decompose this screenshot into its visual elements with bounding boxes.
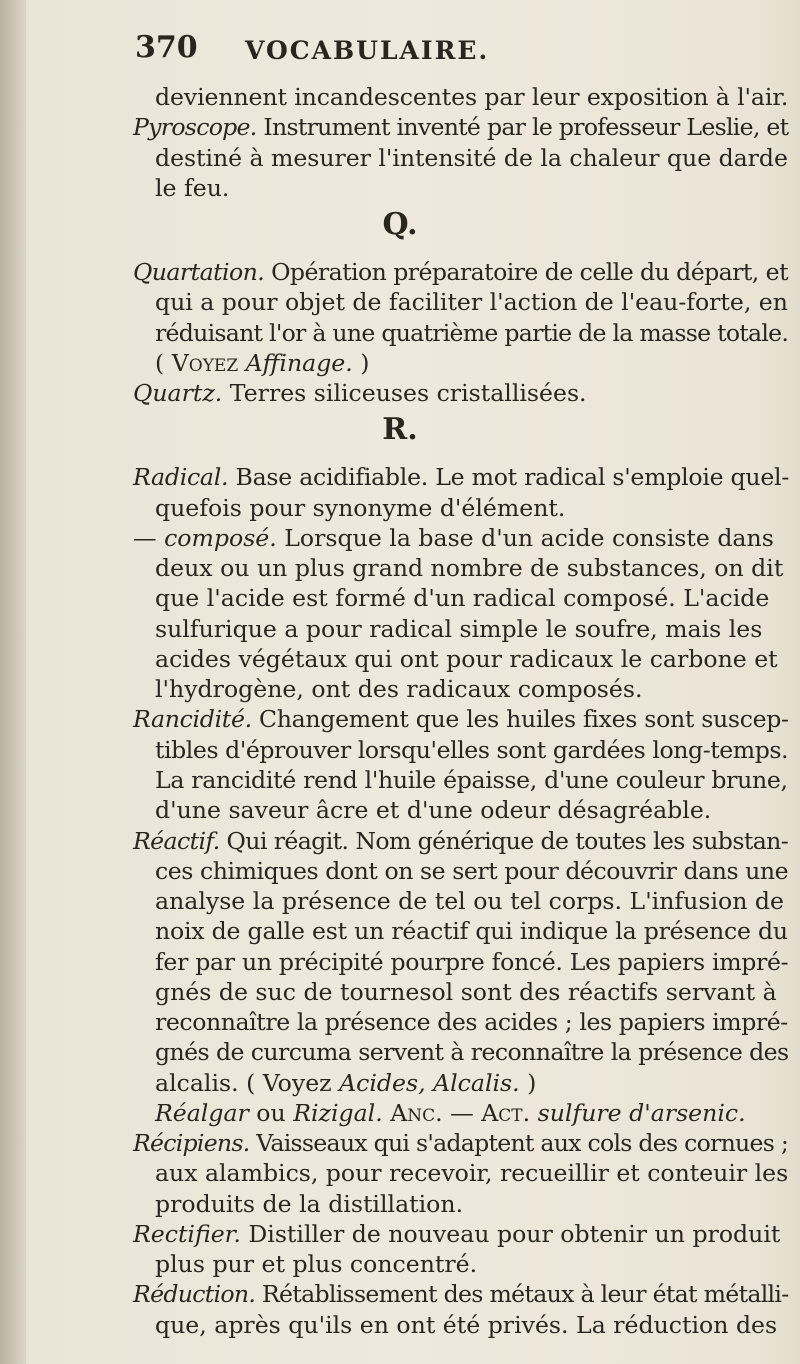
entry-reduction	[133, 1279, 789, 1309]
text-line: fer par un précipité pourpre foncé. Les papiers impré-	[155, 947, 789, 976]
text-line: noix de galle est un réactif qui indique la présence du	[155, 917, 788, 946]
text-line: ces chimiques dont on se sert pour découvrir dans une	[155, 856, 789, 885]
reference-term: Affinage.	[238, 348, 353, 377]
headword: Récipiens.	[133, 1129, 250, 1158]
definition-text: Changement que les huiles fixes sont suscep-	[251, 705, 789, 734]
headword: Réalgar	[155, 1098, 249, 1127]
entry-recipiens	[133, 1128, 788, 1158]
text-line: que, après qu'ils en ont été privés. La réduction des	[155, 1310, 778, 1339]
page-binding-edge	[0, 0, 26, 1364]
voyez-label: Voyez	[171, 348, 239, 377]
text-line: gnés de curcuma servent à reconnaître la présence des	[155, 1038, 789, 1067]
headword: Quartation.	[133, 258, 265, 287]
entry-reactif	[133, 826, 788, 856]
text-line: l'hydrogène, ont des radicaux composés.	[155, 675, 643, 704]
text-line: sulfurique a pour radical simple le soufre, mais les	[155, 614, 763, 643]
text-line: La rancidité rend l'huile épaisse, d'une couleur brune,	[155, 766, 788, 794]
page-number: 370	[135, 30, 198, 65]
text-line: analyse la présence de tel ou tel corps. L'infusion de	[155, 887, 784, 916]
text-span: alcalis. ( Voyez	[155, 1068, 340, 1097]
headword: composé.	[164, 523, 277, 552]
headword-variant: Rizigal.	[293, 1098, 383, 1127]
entry-pyroscope	[133, 112, 788, 142]
text-line: deux ou un plus grand nombre de substances, on dit	[155, 554, 784, 583]
text-line: d'une saveur âcre et d'une odeur désagréable.	[155, 796, 712, 825]
headword: Réduction.	[133, 1280, 256, 1309]
punct: (	[155, 348, 172, 377]
text-line: aux alambics, pour recevoir, recueillir et conteuir les	[155, 1159, 789, 1188]
text-line: gnés de suc de tournesol sont des réactifs servant à	[155, 977, 777, 1006]
definition-text: Base acidifiable. Le mot radical s'emploie quel-	[228, 463, 790, 492]
abbrev-anc: Anc.	[382, 1098, 443, 1127]
definition-text: Lorsque la base d'un acide consiste dans	[276, 523, 774, 552]
text-line: destiné à mesurer l'intensité de la chaleur que darde	[155, 143, 788, 172]
cross-reference	[155, 348, 370, 378]
reference-term: Acides, Alcalis.	[339, 1068, 520, 1097]
definition-text: Rétablissement des métaux à leur état métalli-	[255, 1280, 789, 1309]
headword: Radical.	[133, 463, 229, 492]
headword: Quartz.	[133, 379, 223, 408]
text-line: qui a pour objet de faciliter l'action de l'eau-forte, en	[155, 288, 788, 317]
headword: Réactif.	[133, 826, 220, 855]
cross-reference	[155, 1068, 536, 1098]
headword: Rancidité.	[133, 705, 252, 734]
entry-rancidite	[133, 704, 789, 734]
entry-quartz	[133, 378, 587, 408]
text-line: quefois pour synonyme d'élément.	[155, 493, 566, 522]
entry-quartation	[133, 257, 788, 287]
definition-text: Terres siliceuses cristallisées.	[222, 379, 587, 408]
section-letter-q: Q.	[382, 207, 418, 243]
running-head: VOCABULAIRE.	[245, 36, 490, 65]
text-line: deviennent incandescentes par leur exposition à l'air.	[155, 83, 789, 111]
definition-text: Distiller de nouveau pour obtenir un produit	[240, 1219, 781, 1248]
text-line: tibles d'éprouver lorsqu'elles sont gardées long-temps.	[155, 735, 789, 764]
text-line: réduisant l'or à une quatrième partie de la masse totale.	[155, 318, 789, 347]
text-line: que l'acide est formé d'un radical composé. L'acide	[155, 584, 770, 613]
text-line: plus pur et plus concentré.	[155, 1250, 478, 1279]
page-header	[135, 30, 775, 74]
text-span: ou	[248, 1098, 294, 1127]
dash: —	[442, 1098, 482, 1127]
dash: —	[133, 523, 165, 552]
text-line: reconnaître la présence des acides ; les papiers impré-	[155, 1008, 788, 1037]
text-line: acides végétaux qui ont pour radicaux le carbone et	[155, 644, 778, 673]
entry-realgar	[155, 1098, 746, 1128]
definition-text: Instrument inventé par le professeur Leslie, et	[256, 113, 789, 142]
punct: )	[352, 348, 370, 377]
headword: Rectifier.	[133, 1219, 241, 1248]
entry-compose	[133, 523, 774, 553]
definition-text: Vaisseaux qui s'adaptent aux cols des cornues ;	[249, 1129, 789, 1158]
entry-rectifier	[133, 1219, 780, 1249]
punct: )	[519, 1068, 537, 1097]
modern-term: sulfure d'arsenic.	[530, 1098, 746, 1127]
definition-text: Opération préparatoire de celle du départ, et	[264, 258, 788, 287]
abbrev-act: Act.	[481, 1098, 531, 1127]
text-line: le feu.	[155, 173, 230, 202]
entry-radical	[133, 462, 789, 492]
headword: Pyroscope.	[133, 113, 257, 142]
definition-text: Qui réagit. Nom générique de toutes les substan-	[219, 826, 789, 855]
text-line: produits de la distillation.	[155, 1189, 464, 1218]
section-letter-r: R.	[382, 412, 418, 448]
